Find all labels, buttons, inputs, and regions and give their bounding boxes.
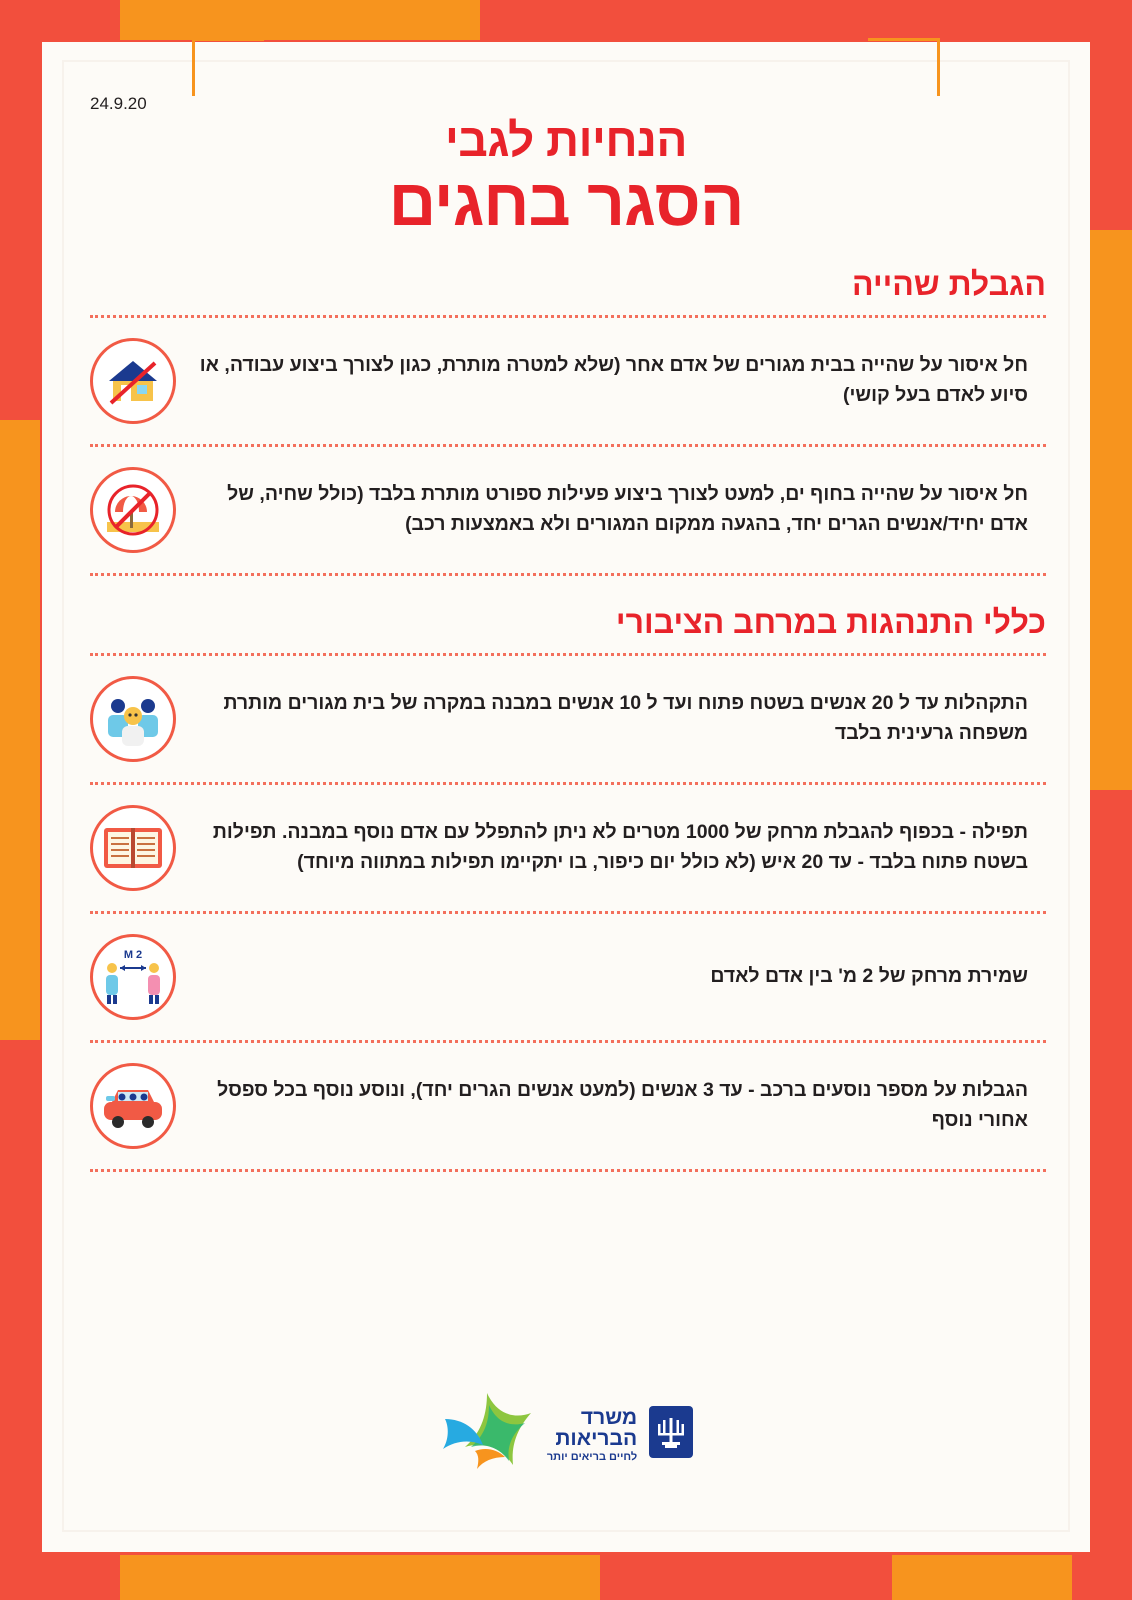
poster-inner-panel <box>42 42 1090 1552</box>
section-heading: כללי התנהגות במרחב הציבורי <box>615 603 1046 640</box>
divider <box>90 1169 1046 1172</box>
open-book-prayer-icon <box>90 805 176 891</box>
section-heading: הגבלת שהייה <box>852 265 1046 302</box>
guideline-row <box>90 920 1046 1034</box>
decor-block-bottom <box>120 1555 600 1600</box>
divider <box>90 1040 1046 1043</box>
divider <box>90 782 1046 785</box>
guideline-row <box>90 1049 1046 1163</box>
ministry-line-2: הבריאות <box>555 1426 638 1450</box>
guideline-text: שמירת מרחק של 2 מ' בין אדם לאדם <box>710 964 1028 987</box>
guideline-text: חל איסור על שהייה בבית מגורים של אדם אחר (שלא למטרה מותרת, כגון לצורך ביצוע עבודה, או סיוע לאדם בעל קושי) <box>199 354 1028 406</box>
guideline-row <box>90 791 1046 905</box>
decor-block-left <box>0 420 40 1040</box>
guideline-row <box>90 453 1046 567</box>
car-passengers-icon <box>90 1063 176 1149</box>
divider <box>90 573 1046 576</box>
divider <box>90 444 1046 447</box>
ministry-of-health-logo <box>72 1389 1060 1480</box>
section-residence-restrictions <box>72 266 1060 576</box>
guideline-text: תפילה - בכפוף להגבלת מרחק של 1000 מטרים לא ניתן להתפלל עם אדם נוסף במבנה. תפילות בשטח פתוח בלבד - עד 20 איש (לא כולל יום כיפור, בו יתקיימו תפילות במתווה מיוחד) <box>212 821 1028 873</box>
two-meters-distance-icon <box>90 934 176 1020</box>
decor-block-right <box>1090 230 1132 790</box>
title-line-1: הנחיות לגבי <box>445 114 687 166</box>
decor-block-bottom-right <box>892 1555 1072 1600</box>
ministry-tagline: לחיים בריאים יותר <box>546 1450 638 1463</box>
guideline-row <box>90 662 1046 776</box>
ministry-name-text <box>547 1407 637 1463</box>
beach-umbrella-prohibited-icon <box>90 467 176 553</box>
guideline-text: הגבלות על מספר נוסעים ברכב - עד 3 אנשים (למעט אנשים הגרים יחד), ונוסע נוסף בכל ספסל אחורי נוסף <box>217 1079 1028 1131</box>
divider <box>90 911 1046 914</box>
poster-content <box>72 72 1060 1522</box>
gathering-people-icon <box>90 676 176 762</box>
svg-text:2 M: 2 M <box>123 948 143 961</box>
publication-date: 24.9.20 <box>90 94 147 113</box>
house-no-entry-icon <box>90 338 176 424</box>
israel-state-emblem-icon <box>649 1406 693 1463</box>
title-line-2: הסגר בחגים <box>388 165 744 240</box>
health-swoosh-logo <box>439 1389 535 1480</box>
guideline-text: התקהלות עד ל 20 אנשים בשטח פתוח ועד ל 10 אנשים במבנה במקרה של בית מגורים מותרת משפחה גרעינית בלבד <box>223 692 1028 744</box>
divider <box>90 653 1046 656</box>
guideline-text: חל איסור על שהייה בחוף ים, למעט לצורך ביצוע פעילות ספורט מותרת בלבד (כולל שחיה, של אדם יחיד/אנשים הגרים יחד, בהגעה ממקום המגורים ולא באמצעות רכב) <box>227 483 1028 535</box>
section-public-conduct <box>72 604 1060 1172</box>
ministry-line-1: משרד <box>580 1405 638 1429</box>
poster-title-group <box>72 72 1060 238</box>
decor-block-top <box>120 0 480 40</box>
divider <box>90 315 1046 318</box>
guideline-row <box>90 324 1046 438</box>
